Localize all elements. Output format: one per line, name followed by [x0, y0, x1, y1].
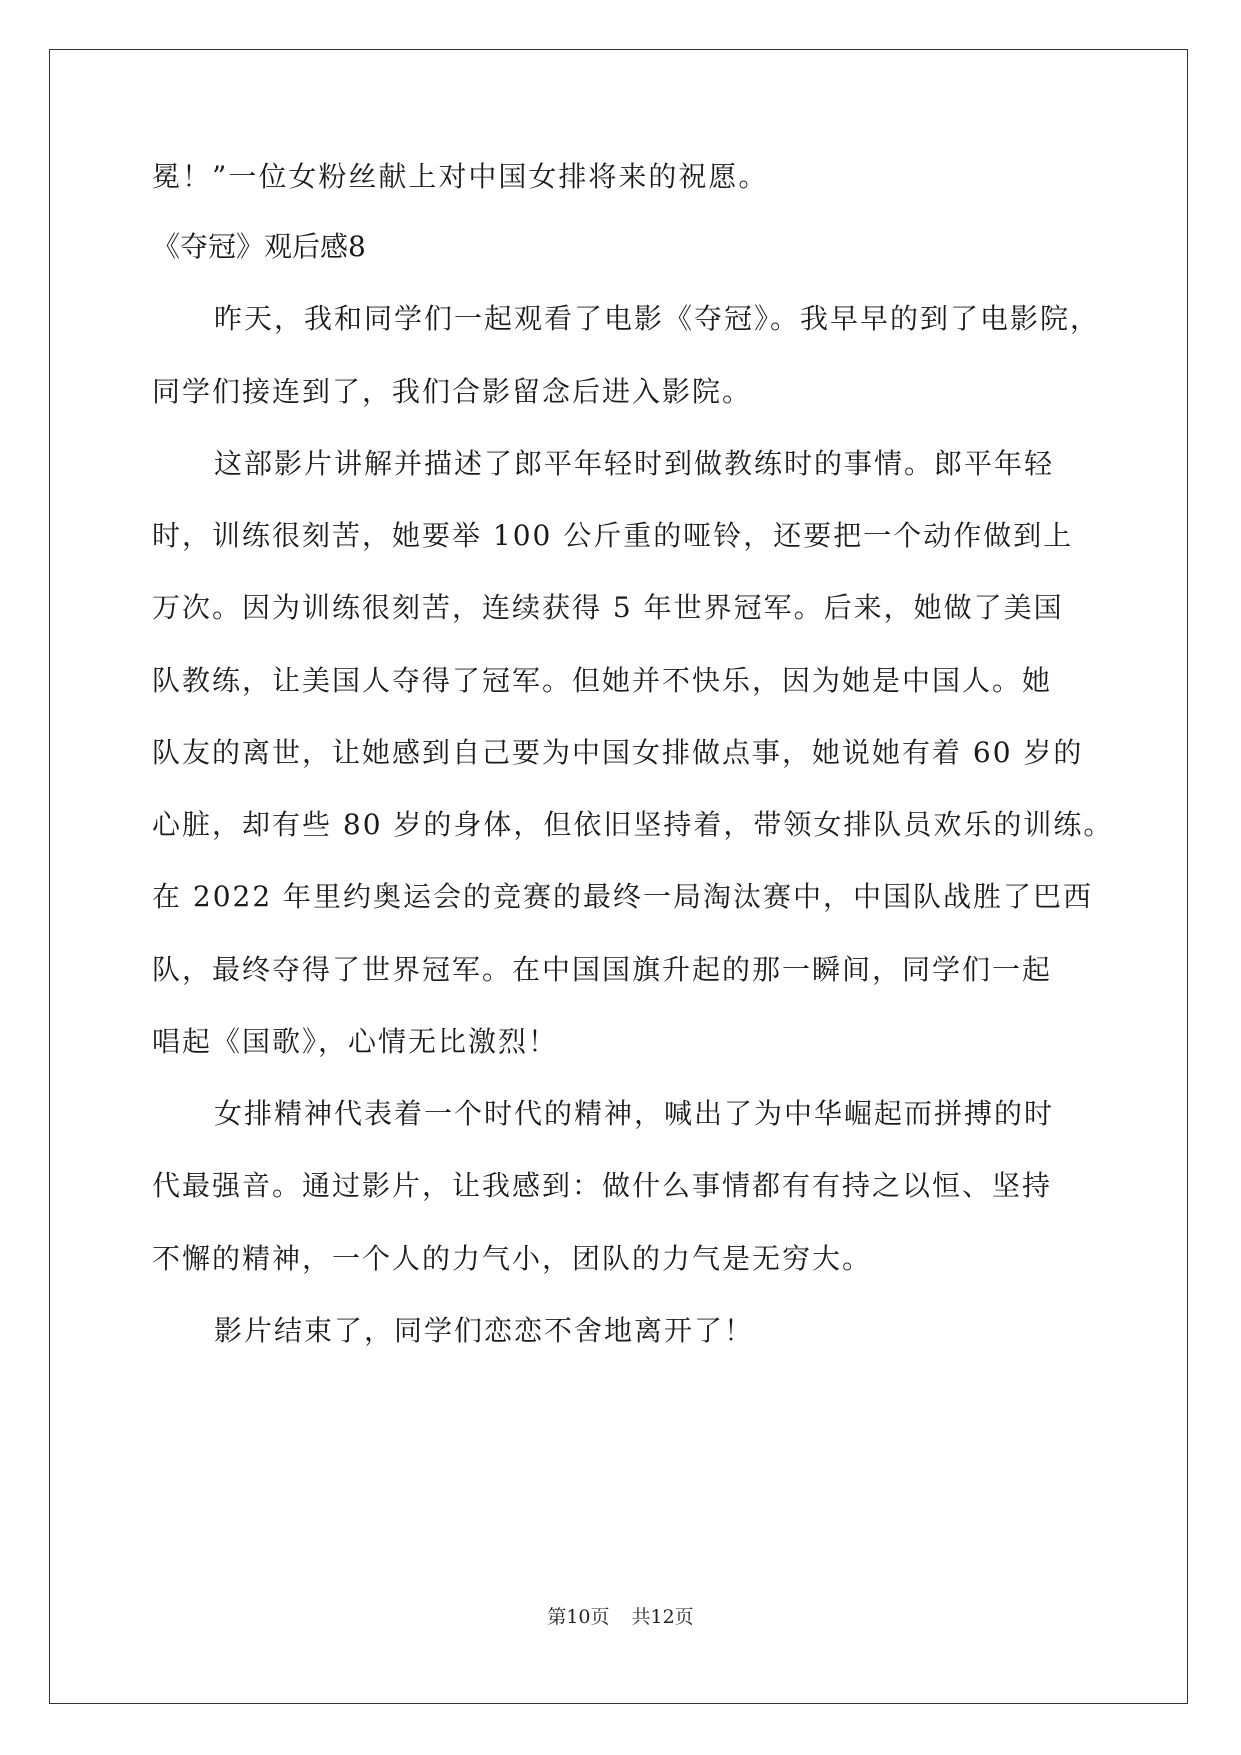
text-line-9: 队友的离世，让她感到自己要为中国女排做点事，她说她有着 60 岁的 — [152, 736, 1084, 769]
page-total: 共12页 — [631, 1606, 694, 1628]
text-line-16: 不懈的精神，一个人的力气小，团队的力气是无穷大。 — [152, 1242, 873, 1275]
text-line-12: 队，最终夺得了世界冠军。在中国国旗升起的那一瞬间，同学们一起 — [152, 953, 1053, 986]
text-line-8: 队教练，让美国人夺得了冠军。但她并不快乐，因为她是中国人。她 — [152, 664, 1053, 697]
section-title: 《夺冠》观后感8 — [152, 230, 366, 263]
text-line-11: 在 2022 年里约奥运会的竞赛的最终一局淘汰赛中，中国队战胜了巴西 — [152, 880, 1094, 913]
text-line-13: 唱起《国歌》，心情无比激烈！ — [152, 1025, 559, 1058]
text-line-1: 冕！”一位女粉丝献上对中国女排将来的祝愿。 — [152, 160, 769, 193]
text-line-17: 影片结束了，同学们恋恋不舍地离开了！ — [214, 1314, 755, 1347]
page-footer — [0, 1604, 1241, 1630]
text-line-4: 同学们接连到了，我们合影留念后进入影院。 — [152, 375, 753, 408]
text-line-3: 昨天，我和同学们一起观看了电影《夺冠》。我早早的到了电影院， — [214, 302, 1101, 335]
text-line-10: 心脏，却有些 80 岁的身体，但依旧坚持着，带领女排队员欢乐的训练。 — [152, 808, 1114, 841]
page-number: 第10页 — [547, 1606, 610, 1628]
text-line-14: 女排精神代表着一个时代的精神，喊出了为中华崛起而拼搏的时 — [214, 1097, 1055, 1130]
text-line-6: 时，训练很刻苦，她要举 100 公斤重的哑铃，还要把一个动作做到上 — [152, 519, 1074, 552]
text-line-7: 万次。因为训练很刻苦，连续获得 5 年世界冠军。后来，她做了美国 — [152, 591, 1064, 624]
text-line-5: 这部影片讲解并描述了郎平年轻时到做教练时的事情。郎平年轻 — [214, 447, 1055, 480]
text-line-15: 代最强音。通过影片，让我感到：做什么事情都有有持之以恒、坚持 — [152, 1169, 1053, 1202]
